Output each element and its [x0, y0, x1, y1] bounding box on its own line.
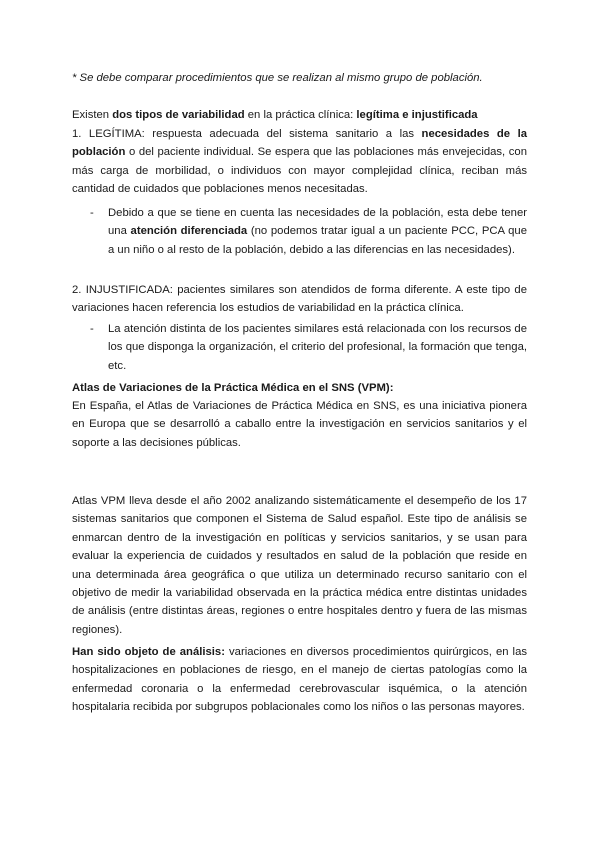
- injustificada-bullet-text: La atención distinta de los pacientes similares está relacionada con los recursos de los que disponga la organización, el criterio del profesional, la formación que tenga, etc.: [108, 323, 527, 372]
- injustificada-bullet-marker: -: [90, 323, 94, 335]
- intro-prefix: Existen: [72, 109, 113, 121]
- injustificada-paragraph: 2. INJUSTIFICADA: pacientes similares son atendidos de forma diferente. A este tipo de variaciones hacen referencia los estudios de variabilidad en la práctica clínica.: [72, 284, 527, 315]
- atlas-paragraph-1: En España, el Atlas de Variaciones de Práctica Médica en SNS, es una iniciativa pionera en Europa que se desarrolló a caballo entre la investigación en servicios sanitarios y el soporte a las decisiones públicas.: [72, 400, 527, 449]
- legitima-bullet-prefix: Debido a que se tiene en cuenta las necesidades de la población, esta debe tener una: [108, 207, 527, 238]
- atlas-paragraph-3: [72, 643, 527, 717]
- atlas-paragraph-2: Atlas VPM lleva desde el año 2002 analizando sistemáticamente el desempeño de los 17 sistemas sanitarios que componen el Sistema de Salud español. Este tipo de análisis se enmarcan dentro de la investigación en políticas y servicios sanitarios, y se usan para evaluar la experiencia de cuidados y resultados en salud de la población que reside en una determinada área geográfica o que utiliza un determinado recurso sanitario con el objetivo de medir la variabilidad observada en la práctica médica entre distintas unidades de análisis (entre distintas áreas, regiones o entre hospitales dentro y fuera de las mismas regiones).: [72, 495, 527, 636]
- legitima-bullet-suffix: (no podemos tratar igual a un paciente PCC, PCA que a un niño o al resto de la población, debido a las diferencias en las necesidades).: [108, 225, 527, 256]
- atlas-heading: Atlas de Variaciones de la Práctica Médica en el SNS (VPM):: [72, 382, 394, 394]
- analysis-objects-label: Han sido objeto de análisis:: [72, 646, 225, 658]
- analysis-objects-text: variaciones en diversos procedimientos quirúrgicos, en las hospitalizaciones en poblaciones de riesgo, en el manejo de ciertas patologías como la enfermedad coronaria o la enfermedad cerebrovascular isquémica, o la atención hospitalaria recibida por subgrupos poblacionales como los niños o las personas mayores.: [72, 646, 527, 714]
- legitima-bullet-text: [108, 204, 527, 259]
- legitima-bold: necesidades de la población: [72, 128, 527, 159]
- legitima-bullet-marker: -: [90, 207, 94, 219]
- population-note: * Se debe comparar procedimientos que se realizan al mismo grupo de población.: [72, 72, 483, 84]
- legitima-prefix: 1. LEGÍTIMA: respuesta adecuada del sistema sanitario a las: [72, 128, 422, 140]
- legitima-paragraph: [72, 125, 527, 199]
- legitima-suffix: o del paciente individual. Se espera que las poblaciones más envejecidas, con más carga de morbilidad, o individuos con mayor complejidad clínica, reciban más cantidad de cuidados que poblaciones menos necesitadas.: [72, 146, 527, 196]
- intro-middle: en la práctica clínica:: [244, 109, 357, 121]
- intro-bold-kinds: legítima e injustificada: [356, 109, 478, 121]
- intro-bold-types: dos tipos de variabilidad: [112, 109, 245, 121]
- variability-intro: [72, 106, 527, 124]
- legitima-bullet-bold: atención diferenciada: [130, 225, 248, 238]
